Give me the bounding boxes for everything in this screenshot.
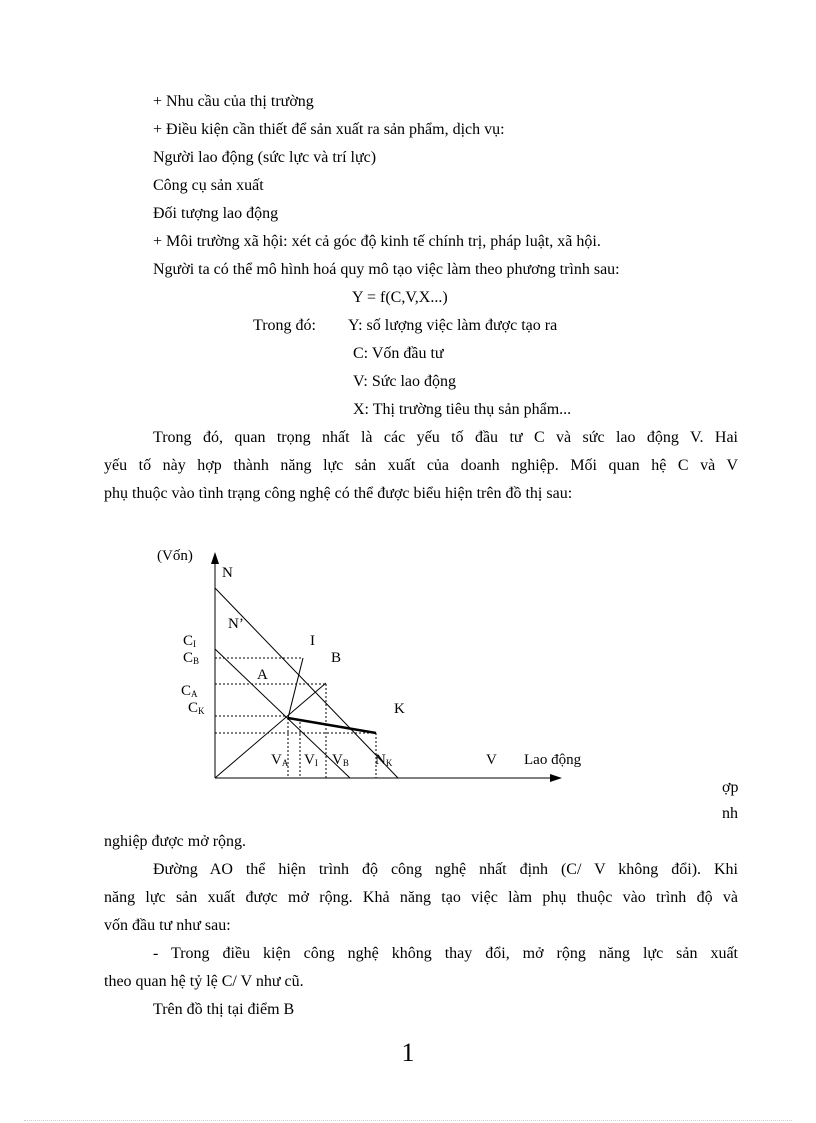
tick-ck: CK — [188, 700, 205, 716]
definition-line: Y: số lượng việc làm được tạo ra — [348, 317, 558, 334]
label-n-prime: N’ — [228, 616, 244, 632]
paragraph-line: theo quan hệ tỷ lệ C/ V như cũ. — [104, 973, 304, 990]
text-line: + Nhu cầu của thị trường — [153, 93, 314, 110]
text-line: Công cụ sản xuất — [153, 177, 264, 194]
paragraph-line: - Trong điều kiện công nghệ không thay đổi, mở rộng năng lực sản xuất — [153, 945, 738, 962]
definition-line: V: Sức lao động — [353, 373, 457, 390]
definition-line: X: Thị trường tiêu thụ sản phẩm... — [353, 401, 572, 418]
text-line: Đối tượng lao động — [153, 205, 279, 222]
tick-vb: VB — [332, 752, 349, 768]
y-axis-label: (Vốn) — [157, 548, 193, 564]
text-line: Người ta có thể mô hình hoá quy mô tạo việc làm theo phương trình sau: — [153, 261, 620, 278]
tick-ci: CI — [183, 633, 197, 649]
definition-line: C: Vốn đầu tư — [353, 345, 444, 362]
x-axis-arrow — [550, 774, 562, 782]
paragraph-line: năng lực sản xuất được mở rộng. Khả năng tạo việc làm phụ thuộc vào trình độ và — [104, 889, 738, 906]
text-line: + Môi trường xã hội: xét cả góc độ kinh tế chính trị, pháp luật, xã hội. — [153, 233, 601, 250]
paragraph-line: nghiệp được mở rộng. — [104, 833, 247, 850]
paragraph-line: phụ thuộc vào tình trạng công nghệ có thể được biểu hiện trên đồ thị sau: — [104, 485, 573, 502]
y-axis-arrow — [211, 552, 219, 564]
cut-fragment: ợp — [722, 779, 739, 796]
page-number: 1 — [401, 1038, 415, 1067]
paragraph-line: Đường AO thể hiện trình độ công nghệ nhất định (C/ V không đổi). Khi — [153, 861, 738, 878]
page-bottom-edge — [24, 1120, 792, 1121]
label-a: A — [257, 667, 268, 683]
cut-fragment: nh — [722, 805, 738, 822]
label-k: K — [394, 701, 405, 717]
label-v: V — [486, 752, 497, 768]
paragraph-line: Trong đó, quan trọng nhất là các yếu tố đầu tư C và sức lao động V. Hai — [153, 429, 738, 446]
tick-nk: NK — [375, 752, 393, 768]
tick-va: VA — [271, 752, 289, 768]
paragraph-line: Trên đồ thị tại điểm B — [153, 1001, 295, 1018]
text-line: + Điều kiện cần thiết để sản xuất ra sản phẩm, dịch vụ: — [153, 121, 505, 138]
tick-ca: CA — [181, 683, 198, 699]
text-line: Người lao động (sức lực và trí lực) — [153, 149, 377, 166]
label-n: N — [222, 565, 233, 581]
label-i: I — [310, 633, 315, 649]
paragraph-line: vốn đầu tư như sau: — [104, 917, 231, 934]
label-b: B — [331, 650, 342, 666]
tick-vi: VI — [304, 752, 318, 768]
tick-cb: CB — [183, 650, 200, 666]
x-axis-label: Lao động — [524, 752, 582, 768]
paragraph-line: yếu tố này hợp thành năng lực sản xuất của doanh nghiệp. Mối quan hệ C và V — [104, 457, 738, 474]
equation: Y = f(C,V,X...) — [352, 289, 448, 306]
where-label: Trong đó: — [253, 317, 316, 334]
